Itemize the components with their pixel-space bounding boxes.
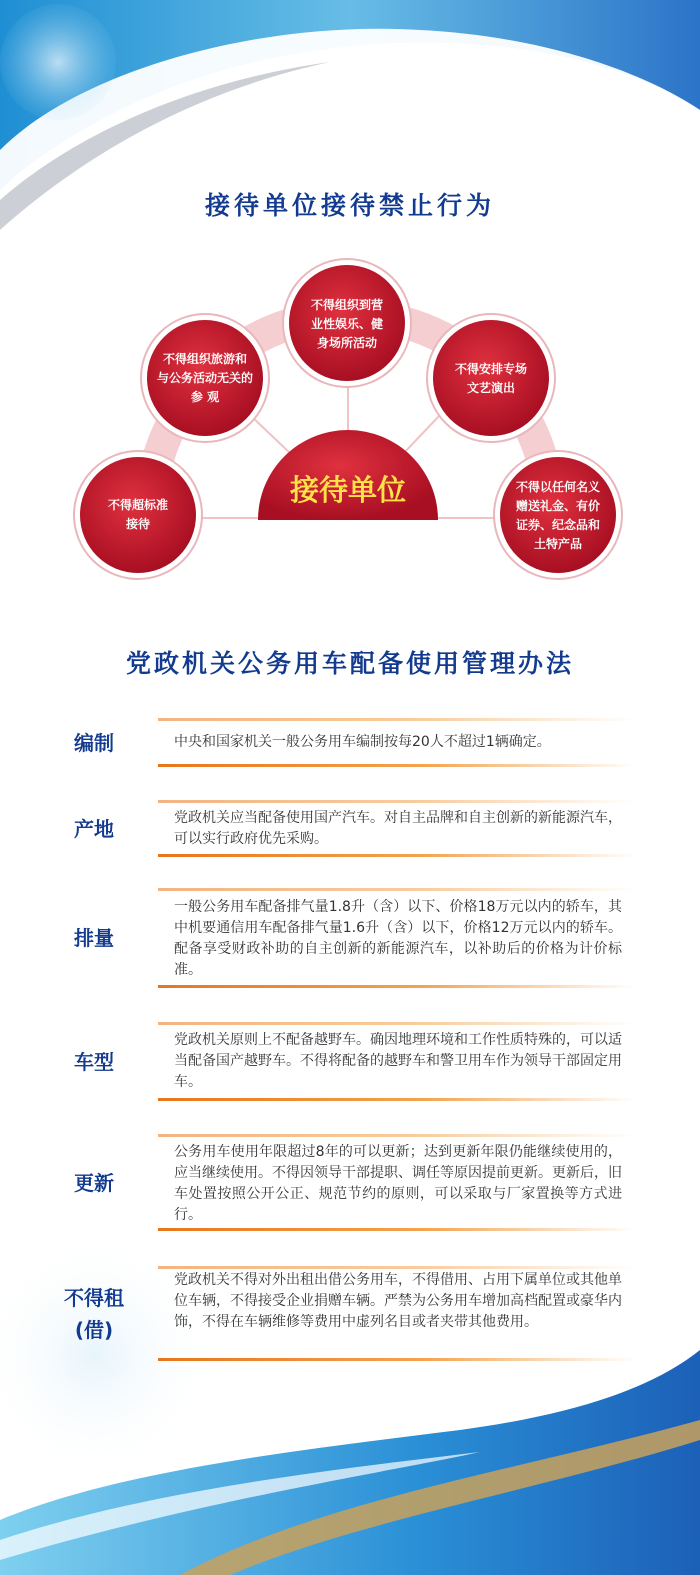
circle-text-3: 不得组织到营 业性娱乐、健 身场所活动: [310, 297, 383, 350]
rule-label: 排量: [74, 926, 114, 950]
rule-text: 党政机关应当配备使用国产汽车。对自主品牌和自主创新的新能源汽车，可以实行政府优先采购。: [174, 810, 622, 847]
rule-text: 中央和国家机关一般公务用车编制按每20人不超过1辆确定。: [174, 734, 551, 750]
rule-text: 党政机关不得对外出租出借公务用车，不得借用、占用下属单位或其他单位车辆，不得接受企业捐赠车辆。严禁为公务用车增加高档配置或豪华内饰，不得在车辆维修等费用中虚列名目或者夹带其他费用。: [174, 1272, 622, 1330]
rule-text: 公务用车使用年限超过8年的可以更新；达到更新年限仍能继续使用的，应当继续使用。不得因领导干部提职、调任等原因提前更新。更新后，旧车处置按照公开公正、规范节约的原则，可以采取与厂家置换等方式进行。: [174, 1144, 622, 1223]
rule-row: [0, 718, 700, 768]
circle-text-2: 不得组织旅游和 与公务活动无关的 参 观: [156, 351, 253, 404]
rule-label: 更新: [74, 1171, 114, 1195]
title-prohibited-behaviors: 接待单位接待禁止行为: [204, 191, 495, 220]
rule-text: 党政机关原则上不配备越野车。确因地理环境和工作性质特殊的，可以适当配备国产越野车。不得将配备的越野车和警卫用车作为领导干部固定用车。: [174, 1032, 622, 1090]
rule-row: [0, 888, 700, 988]
rule-label: 编制: [74, 731, 114, 755]
rule-row: [0, 1022, 700, 1102]
title-vehicle-regulations: 党政机关公务用车配备使用管理办法: [125, 649, 574, 678]
rule-label: 车型: [74, 1050, 114, 1074]
circle-text-4: 不得安排专场 文艺演出: [454, 362, 527, 395]
rule-label: 产地: [74, 817, 114, 841]
rule-label: 不得租 (借): [64, 1286, 124, 1342]
rule-row: [0, 1134, 700, 1232]
rule-text: 一般公务用车配备排气量1.8升（含）以下、价格18万元以内的轿车，其中机要通信用车配备排气量1.6升（含）以下，价格12万元以内的轿车。配备享受财政补助的自主创新的新能源汽车，以补助后的价格为计价标准。: [174, 899, 622, 978]
rule-row: [0, 1266, 700, 1362]
circle-text-1: 不得超标准 接待: [107, 498, 168, 531]
center-label: 接待单位: [289, 473, 406, 507]
circle-text-5: 不得以任何名义 赠送礼金、有价 证券、纪念品和 土特产品: [515, 480, 600, 551]
rule-row: [0, 800, 700, 858]
